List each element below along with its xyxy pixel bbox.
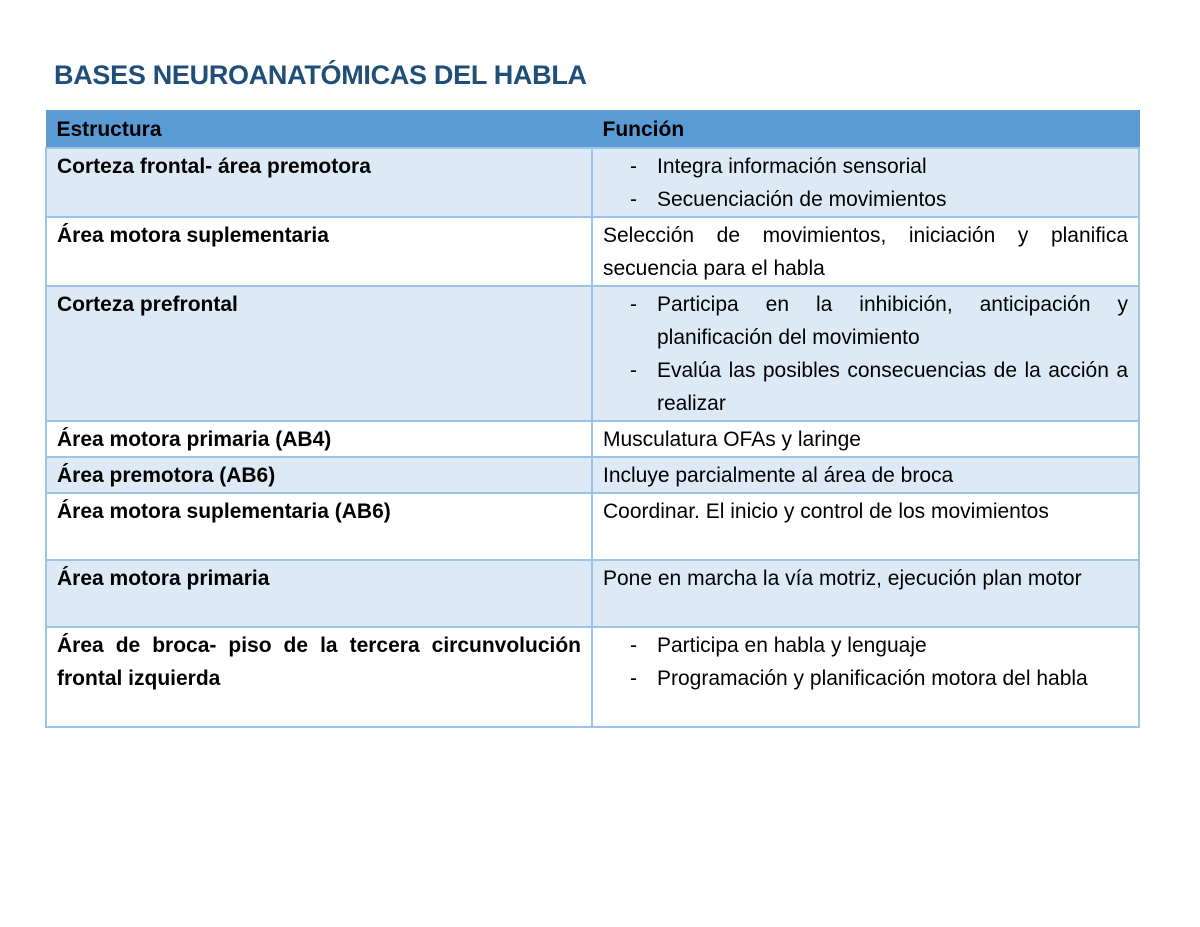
table-row	[46, 217, 1139, 286]
table-row	[46, 627, 1139, 727]
function-cell	[592, 148, 1139, 217]
function-cell: Selección de movimientos, iniciación y planifica secuencia para el habla	[592, 217, 1139, 286]
table-header-row	[46, 111, 1139, 149]
function-bullet: - Participa en la inhibición, anticipación y planificación del movimiento	[630, 293, 1128, 349]
table-row	[46, 421, 1139, 457]
table-row	[46, 560, 1139, 627]
function-cell: Coordinar. El inicio y control de los movimientos	[592, 493, 1139, 560]
function-cell: Incluye parcialmente al área de broca	[592, 457, 1139, 493]
document-title: BASES NEUROANATÓMICAS DEL HABLA	[54, 60, 587, 90]
function-bullet: - Integra información sensorial	[630, 155, 927, 178]
neuroanatomy-table	[45, 110, 1140, 728]
function-bullet: - Evalúa las posibles consecuencias de la acción a realizar	[630, 359, 1128, 415]
structure-cell: Área de broca- piso de la tercera circunvolución frontal izquierda	[46, 627, 592, 727]
structure-cell: Corteza frontal- área premotora	[46, 148, 592, 217]
function-cell: Pone en marcha la vía motriz, ejecución plan motor	[592, 560, 1139, 627]
table-row	[46, 148, 1139, 217]
function-cell	[592, 286, 1139, 421]
function-bullet: - Participa en habla y lenguaje	[630, 634, 927, 657]
function-bullet: - Secuenciación de movimientos	[630, 188, 947, 211]
structure-cell: Área motora primaria	[46, 560, 592, 627]
table-row	[46, 493, 1139, 560]
function-cell	[592, 627, 1139, 727]
function-bullet: - Programación y planificación motora del habla	[630, 667, 1088, 690]
structure-cell: Área motora suplementaria (AB6)	[46, 493, 592, 560]
table-row	[46, 286, 1139, 421]
structure-cell: Área motora suplementaria	[46, 217, 592, 286]
header-funcion: Función	[592, 111, 1139, 149]
structure-cell: Área motora primaria (AB4)	[46, 421, 592, 457]
function-cell: Musculatura OFAs y laringe	[592, 421, 1139, 457]
table-row	[46, 457, 1139, 493]
structure-cell: Corteza prefrontal	[46, 286, 592, 421]
header-estructura: Estructura	[46, 111, 592, 149]
structure-cell: Área premotora (AB6)	[46, 457, 592, 493]
